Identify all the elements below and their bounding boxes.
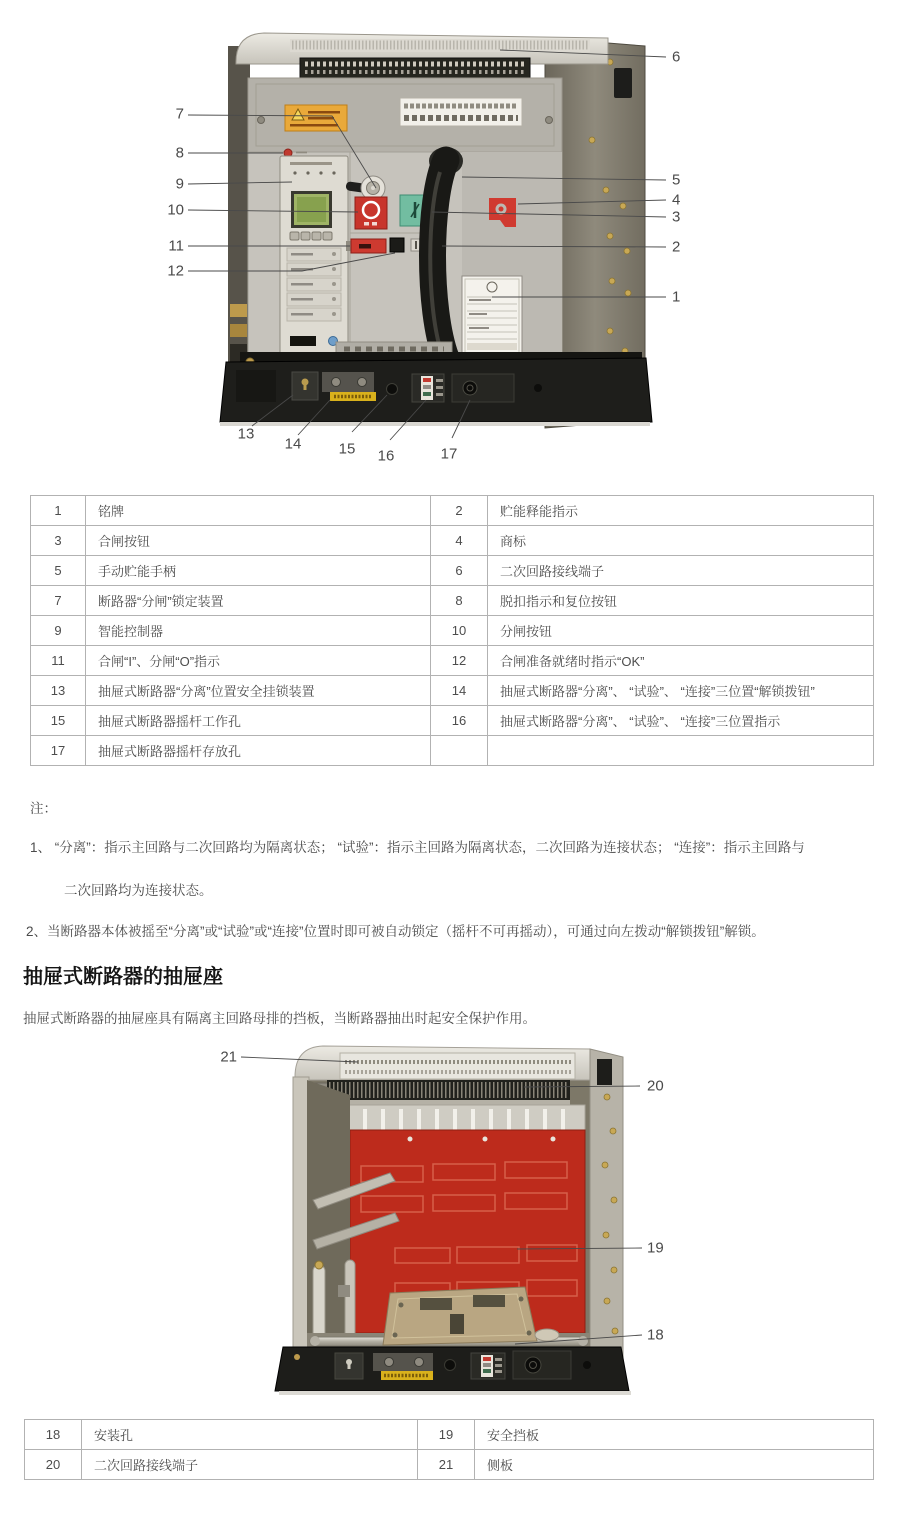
three-position-indicator: [471, 1353, 505, 1379]
part-number: 16: [431, 706, 488, 736]
part-name: 抽屉式断路器“分离”、 “试验”、 “连接”三位置指示: [488, 706, 874, 736]
callout-6: 6: [672, 48, 681, 66]
part-number: 7: [31, 586, 86, 616]
callout-17: 17: [440, 445, 458, 463]
closing-ready-indicator: [390, 238, 404, 252]
table-row: [25, 1420, 874, 1450]
callout-9: 9: [175, 175, 184, 193]
part-number: [431, 736, 488, 766]
part-name: 商标: [488, 526, 874, 556]
table-row: [31, 616, 874, 646]
part-number: 13: [31, 676, 86, 706]
callout-13: 13: [237, 425, 255, 443]
part-number: 6: [431, 556, 488, 586]
callout-10: 10: [167, 201, 184, 219]
callout-14: 14: [284, 435, 302, 453]
callout-5: 5: [672, 171, 681, 189]
base-panel: [220, 352, 652, 426]
part-number: 20: [25, 1450, 82, 1480]
part-number: 9: [31, 616, 86, 646]
upper-front-panel: [248, 78, 562, 152]
part-name: 手动贮能手柄: [86, 556, 431, 586]
part-name: 侧板: [475, 1450, 874, 1480]
padlock-device: [292, 372, 318, 400]
three-position-indicator: [412, 374, 444, 402]
callout-8: 8: [175, 144, 184, 162]
table-row: [25, 1450, 874, 1480]
part-number: 5: [31, 556, 86, 586]
part-name: 抽屉式断路器“分离”、 “试验”、 “连接”三位置“解锁拨钮”: [488, 676, 874, 706]
part-number: 17: [31, 736, 86, 766]
rocker-working-hole: [445, 1360, 456, 1371]
part-name: 合闸“I”、分闸“O”指示: [86, 646, 431, 676]
marking-strip: [400, 98, 522, 126]
rocker-storage-hole: [452, 374, 514, 402]
note-item-1-line-1: 1、 “分离”：指示主回路与二次回路均为隔离状态； “试验”：指示主回路为隔离状态，二次回路为连接状态； “连接”：指示主回路与: [30, 840, 805, 855]
table-row: [31, 676, 874, 706]
callout-20: 20: [647, 1077, 664, 1095]
part-name: 贮能释能指示: [488, 496, 874, 526]
part-name: 抽屉式断路器摇杆工作孔: [86, 706, 431, 736]
section-heading: 抽屉式断路器的抽屉座: [23, 966, 223, 988]
on-off-indicator: [346, 239, 386, 253]
part-name: 合闸按钮: [86, 526, 431, 556]
setting-rows: [287, 248, 341, 321]
callout-2: 2: [672, 238, 681, 256]
part-name: 安装孔: [82, 1420, 418, 1450]
part-name: 合闸准备就绪时指示“OK”: [488, 646, 874, 676]
parts-table-cradle: [24, 1419, 874, 1480]
table-row: [31, 736, 874, 766]
part-number: 2: [431, 496, 488, 526]
note-item-2: 2、当断路器本体被摇至“分离”或“试验”或“连接”位置时即可被自动锁定（摇杆不可再摇动），可通过向左拨动“解锁拨钮”解锁。: [26, 924, 765, 939]
part-number: 12: [431, 646, 488, 676]
unlock-knob-panel: [373, 1353, 433, 1380]
part-number: 11: [31, 646, 86, 676]
open-button: [355, 197, 387, 229]
table-row: [31, 556, 874, 586]
callout-12: 12: [167, 262, 184, 280]
part-number: 3: [31, 526, 86, 556]
nameplate: [462, 276, 522, 362]
table-row: [31, 706, 874, 736]
figure-breaker-front-view: [140, 20, 700, 470]
part-name: 断路器“分闸”锁定装置: [86, 586, 431, 616]
warning-label: [285, 105, 347, 131]
callout-4: 4: [672, 191, 681, 209]
callout-18: 18: [647, 1326, 664, 1344]
callout-15: 15: [338, 440, 356, 458]
smart-controller: [280, 156, 348, 358]
part-name: 铭牌: [86, 496, 431, 526]
part-number: 21: [418, 1450, 475, 1480]
callout-21: 21: [220, 1048, 237, 1066]
section-intro: 抽屉式断路器的抽屉座具有隔离主回路母排的挡板，当断路器抽出时起安全保护作用。: [23, 1011, 536, 1026]
callout-3: 3: [672, 208, 681, 226]
callout-19: 19: [647, 1239, 664, 1257]
table-row: [31, 586, 874, 616]
callout-11: 11: [168, 237, 184, 255]
parts-table-main: [30, 495, 874, 766]
part-number: 14: [431, 676, 488, 706]
part-number: 8: [431, 586, 488, 616]
part-name: 二次回路接线端子: [82, 1450, 418, 1480]
rocker-working-hole: [387, 384, 398, 395]
callout-7: 7: [175, 105, 184, 123]
figure-drawer-cradle: [195, 1035, 700, 1410]
part-name: 抽屉式断路器“分离”位置安全挂锁装置: [86, 676, 431, 706]
unlock-knob-panel: [322, 372, 376, 401]
table-row: [31, 496, 874, 526]
part-number: 4: [431, 526, 488, 556]
part-name: 二次回路接线端子: [488, 556, 874, 586]
part-name: 脱扣指示和复位按钮: [488, 586, 874, 616]
part-name: 分闸按钮: [488, 616, 874, 646]
part-number: 1: [31, 496, 86, 526]
secondary-terminal-block: [300, 58, 530, 78]
part-name: 智能控制器: [86, 616, 431, 646]
base-panel: [275, 1347, 631, 1395]
part-name: [488, 736, 874, 766]
part-number: 15: [31, 706, 86, 736]
rocker-storage-hole: [513, 1351, 571, 1379]
lcd-display: [291, 191, 332, 228]
table-row: [31, 526, 874, 556]
padlock-device: [335, 1353, 363, 1379]
table-row: [31, 646, 874, 676]
part-number: 10: [431, 616, 488, 646]
callout-1: 1: [672, 288, 681, 306]
part-number: 19: [418, 1420, 475, 1450]
part-name: 抽屉式断路器摇杆存放孔: [86, 736, 431, 766]
notes-label: 注：: [30, 801, 57, 816]
part-name: 安全挡板: [475, 1420, 874, 1450]
part-number: 18: [25, 1420, 82, 1450]
callout-16: 16: [377, 447, 395, 465]
note-item-1-line-2: 二次回路均为连接状态。: [64, 883, 213, 898]
